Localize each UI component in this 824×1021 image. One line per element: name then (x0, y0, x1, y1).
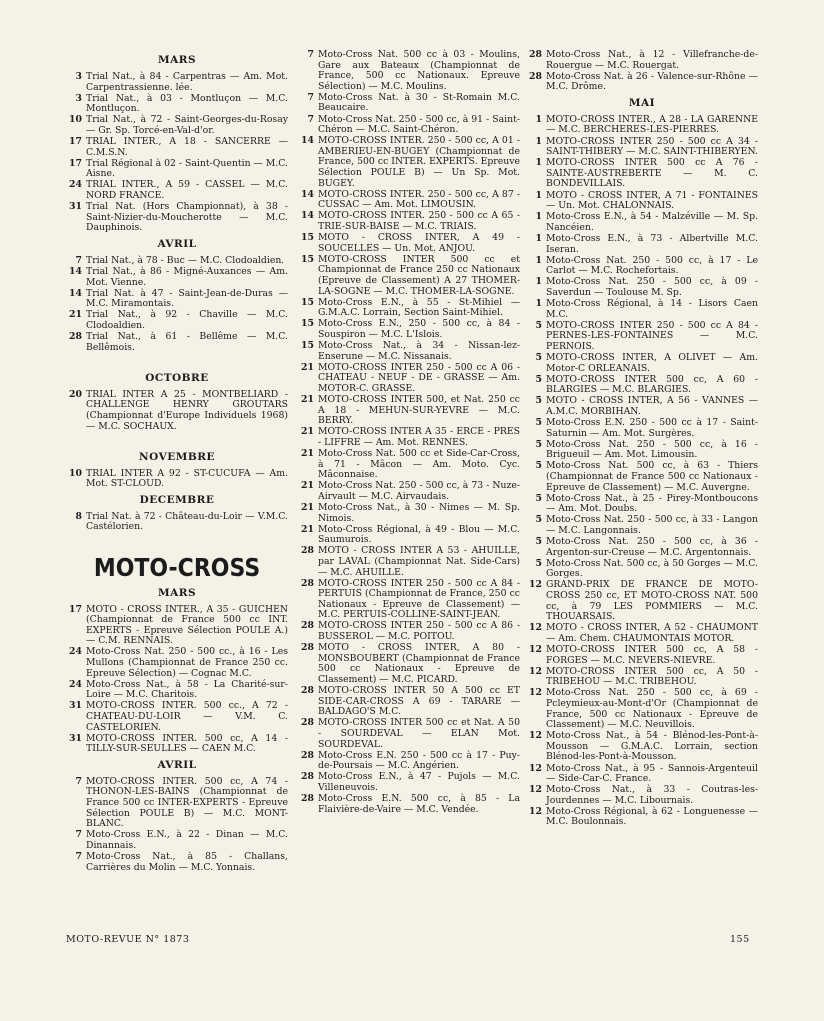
event-day: 21 (69, 309, 82, 321)
event-day: 28 (301, 577, 314, 589)
event-entry (526, 115, 758, 136)
event-entry (526, 396, 758, 417)
event-text: MOTO - CROSS INTER, A 49 - SOUCELLES — Un. Mot. ANJOU. (318, 232, 520, 254)
month-heading: MAI (628, 96, 656, 109)
event-day: 12 (529, 687, 542, 699)
event-entry (298, 190, 520, 211)
event-day: 31 (69, 732, 82, 744)
column-1 (66, 50, 288, 874)
event-entry (66, 289, 288, 310)
event-day: 7 (307, 91, 314, 103)
event-text: TRIAL INTER., A 59 - CASSEL — M.C. NORD FRANCE. (86, 179, 288, 202)
event-day: 28 (301, 717, 314, 729)
event-entry (66, 680, 288, 701)
event-day: 24 (69, 179, 82, 191)
month-heading: MARS (157, 586, 197, 599)
event-day: 14 (301, 188, 314, 200)
event-entry (298, 718, 520, 750)
event-entry (66, 115, 288, 136)
event-entry (298, 579, 520, 621)
event-text: TRIAL INTER A 92 - ST-CUCUFA — Am. Mot. ST-CLOUD. (86, 467, 288, 490)
event-day: 28 (301, 792, 314, 804)
event-day: 12 (529, 784, 542, 796)
event-entry (526, 440, 758, 461)
event-entry (526, 137, 758, 158)
event-text: MOTO-CROSS INTER. 500 cc, A 74 - THONON-LES-BAINS (Championnat de France 500 cc INTER-EXPERTS - Epreuve Sélection POULE B) — M.C. MONT-BLANC. (86, 775, 288, 830)
event-entry (526, 580, 758, 622)
event-day: 1 (535, 211, 542, 223)
event-text: Trial Nat. à 72 - Château-du-Loir — V.M.C. Castélorien. (86, 510, 288, 533)
event-text: Moto-Cross Nat. 250 - 500 cc, à 69 - Pcleymieux-au-Mont-d'Or (Championnat de France, 500 cc Nationaux - Epreuve de Classement) — M.C. Neuvillois. (546, 687, 758, 731)
event-text: MOTO-CROSS INTER. 250 - 500 cc, A 87 - CUSSAC — Am. Mot. LIMOUSIN. (318, 188, 520, 211)
event-day: 1 (535, 276, 542, 288)
event-entry (526, 418, 758, 439)
event-entry (298, 93, 520, 114)
event-day: 14 (69, 287, 82, 299)
event-text: MOTO-CROSS INTER 500 cc, A 60 - BLARGIES — M.C. BLARGIES. (546, 373, 758, 396)
event-entry (526, 731, 758, 763)
event-text: Moto-Cross E.N., à 73 - Albertville M.C. Iseran. (546, 232, 758, 255)
event-entry (66, 701, 288, 733)
event-day: 15 (301, 340, 314, 352)
event-day: 14 (69, 266, 82, 277)
event-day: 12 (529, 579, 542, 591)
event-day: 1 (535, 232, 542, 244)
event-entry (526, 785, 758, 806)
event-text: Trial Nat., à 84 - Carpentras — Am. Mot. Carpentrassienne. lée. (86, 71, 288, 93)
event-entry (526, 537, 758, 558)
event-entry (526, 72, 758, 93)
event-entry (66, 159, 288, 180)
event-day: 31 (69, 201, 82, 213)
event-entry (526, 256, 758, 277)
event-day: 1 (535, 254, 542, 266)
event-day: 21 (301, 480, 314, 492)
event-day: 17 (69, 603, 82, 615)
event-day: 1 (535, 189, 542, 201)
event-text: MOTO-CROSS INTER. 500 cc., A 72 - CHATEAU-DU-LOIR — V.M. C. CASTELORIEN. (86, 700, 288, 733)
event-text: Moto-Cross Nat. 250 - 500 cc, à 73 - Nuze-Airvault — M.C. Airvaudais. (318, 480, 520, 502)
month-heading: DECEMBRE (139, 493, 215, 506)
event-day: 12 (529, 665, 542, 677)
event-entry (298, 136, 520, 189)
event-text: TRIAL INTER A 25 - MONTBELIARD - CHALLENGE HENRY GROUTARS (Championnat d'Europe Individuels 1968) — M.C. SOCHAUX. (86, 388, 288, 432)
event-entry (526, 494, 758, 515)
event-text: Trial Nat., à 86 - Migné-Auxances — Am. Mot. Vienne. (86, 266, 288, 288)
event-text: Trial Nat., à 92 - Chaville — M.C. Clodoaldien. (86, 309, 288, 331)
event-text: MOTO - CROSS INTER., A 35 - GUICHEN (Championnat de France 500 cc INT. EXPERTS - Epreuve Sélection POULE A.) — C.M. RENNAIS. (86, 603, 288, 647)
event-text: Moto-Cross Nat. à 26 - Valence-sur-Rhône — M.C. Drôme. (546, 70, 758, 93)
event-day: 15 (301, 253, 314, 265)
event-entry (526, 299, 758, 320)
event-entry (66, 777, 288, 830)
event-day: 21 (301, 394, 314, 405)
event-entry (298, 233, 520, 254)
event-entry (66, 267, 288, 288)
event-entry (526, 645, 758, 666)
event-entry (526, 158, 758, 190)
event-day: 15 (301, 318, 314, 330)
event-day: 1 (535, 297, 542, 309)
event-day: 24 (69, 678, 82, 690)
event-entry (298, 319, 520, 340)
event-text: Trial Nat. (Hors Championnat), à 38 - Saint-Nizier-du-Moucherotte — M.C. Dauphinois. (86, 201, 288, 234)
event-text: MOTO-CROSS INTER A 35 - ERCE - PRES - LIFFRE — Am. Mot. RENNES. (318, 426, 520, 448)
event-day: 1 (535, 113, 542, 125)
event-entry (526, 191, 758, 212)
event-text: Moto-Cross Nat. 250 - 500 cc, à 17 - Le Carlot — M.C. Rochefortais. (546, 254, 758, 277)
event-day: 21 (301, 523, 314, 535)
event-entry (66, 830, 288, 851)
event-entry (298, 255, 520, 297)
event-text: Trial Régional à 02 - Saint-Quentin — M.C. Aisne. (86, 157, 288, 180)
event-text: MOTO-CROSS INTER 500 cc A 76 - SAINTE-AUSTREBERTE — M. C. BONDEVILLAIS. (546, 157, 758, 190)
event-entry (66, 94, 288, 115)
event-text: Moto-Cross E.N. 250 - 500 cc à 17 - Puy-de-Poursais — M.C. Angérien. (318, 749, 520, 772)
event-day: 8 (75, 510, 82, 522)
event-day: 1 (535, 157, 542, 169)
event-entry (298, 481, 520, 502)
event-day: 15 (301, 232, 314, 244)
event-text: Moto-Cross Nat., à 30 - Nimes — M. Sp. Nimois. (318, 501, 520, 524)
event-text: Moto-Cross Nat. 500 cc, à 50 Gorges — M.C. Gorges. (546, 557, 758, 580)
event-text: Moto-Cross Nat. 250 - 500 cc., à 16 - Les Mullons (Championnat de France 250 cc. Epreuve Sélection) — Cognac M.C. (86, 646, 288, 679)
event-text: Moto-Cross Nat., à 34 - Nissan-lez-Enserune — M.C. Nissanais. (318, 340, 520, 362)
event-entry (526, 375, 758, 396)
event-day: 5 (535, 536, 542, 548)
event-entry (526, 234, 758, 255)
event-text: Trial Nat. à 47 - Saint-Jean-de-Duras — M.C. Miramontais. (86, 287, 288, 310)
event-day: 21 (301, 447, 314, 459)
event-text: Moto-Cross Nat. 250 - 500 cc, à 09 - Saverdun — Toulouse M. Sp. (546, 276, 758, 298)
event-text: Moto-Cross Régional, à 49 - Blou — M.C. Saumurois. (318, 523, 520, 546)
event-day: 7 (75, 850, 82, 862)
event-entry (66, 72, 288, 93)
event-day: 10 (69, 467, 82, 479)
event-text: Moto-Cross Nat. 500 cc et Side-Car-Cross, à 71 - Mâcon — Am. Moto. Cyc. Mâconnaise. (318, 447, 520, 481)
event-text: MOTO-CROSS INTER 500, et Nat. 250 cc A 18 - MEHUN-SUR-YEVRE — M.C. BERRY. (318, 394, 520, 427)
event-entry (298, 298, 520, 319)
event-entry (526, 212, 758, 233)
event-text: Moto-Cross Régional, à 14 - Lisors Caen M.C. (546, 297, 758, 320)
event-text: Trial Nat., à 78 - Buc — M.C. Clodoaldien. (86, 254, 285, 266)
event-text: Moto-Cross Nat. 250 - 500 cc, à 16 - Brigueuil — Am. Mot. Limousin. (546, 438, 758, 461)
event-text: Moto-Cross Nat., à 12 - Villefranche-de-Rouergue — M.C. Rouergat. (546, 49, 758, 71)
event-entry (526, 461, 758, 493)
event-text: Moto-Cross Nat., à 33 - Coutras-les-Jourdennes — M.C. Libournais. (546, 784, 758, 806)
event-entry (526, 623, 758, 644)
event-entry (66, 647, 288, 679)
footer-magazine-issue: MOTO-REVUE N° 1873 (66, 934, 190, 945)
event-day: 7 (75, 254, 82, 266)
month-heading: MARS (157, 54, 197, 66)
event-entry (66, 734, 288, 755)
event-entry (526, 559, 758, 580)
month-heading: NOVEMBRE (139, 450, 215, 463)
event-day: 5 (535, 417, 542, 428)
event-text: MOTO-CROSS INTER., A 28 - LA GARENNE — M.C. BERCHERES-LES-PIERRES. (546, 113, 758, 136)
spacer (66, 433, 288, 447)
event-day: 5 (535, 319, 542, 331)
event-day: 28 (301, 749, 314, 761)
event-entry (526, 764, 758, 785)
event-text: MOTO-CROSS INTER. 250 - 500 cc, A 01 - AMBERIEU-EN-BUGEY (Championnat de France, 500 cc INTER. EXPERTS. Epreuve Sélection POULE B) — Un Sp. Mot. BUGEY. (318, 135, 520, 189)
event-text: Moto-Cross Nat. à 30 - St-Romain M.C. Beaucaire. (318, 91, 520, 114)
event-entry (298, 794, 520, 815)
event-entry (526, 515, 758, 536)
event-entry (66, 256, 288, 267)
event-day: 14 (301, 135, 314, 147)
event-day: 5 (535, 351, 542, 363)
event-text: GRAND-PRIX DE FRANCE DE MOTO-CROSS 250 cc, ET MOTO-CROSS NAT. 500 cc, à 79 LES POMMIERS — M.C. THOUARSAIS. (546, 579, 758, 623)
spacer (66, 534, 288, 548)
event-text: Moto-Cross Nat. 250 - 500 cc, à 36 - Argenton-sur-Creuse — M.C. Argentonnais. (546, 536, 758, 558)
event-day: 5 (535, 514, 542, 526)
event-entry (526, 807, 758, 828)
event-entry (298, 546, 520, 578)
event-day: 31 (69, 700, 82, 712)
event-entry (298, 751, 520, 772)
event-text: MOTO-CROSS INTER. 250 - 500 cc A 65 - TRIE-SUR-BAISE — M.C. TRIAIS. (318, 210, 520, 232)
event-entry (66, 180, 288, 201)
event-entry (66, 390, 288, 432)
event-text: TRIAL INTER., A 18 - SANCERRE — C.M.S.N. (86, 136, 288, 158)
event-text: MOTO-CROSS INTER 250 - 500 cc A 86 - BUSSEROL — M.C. POITOU. (318, 620, 520, 643)
event-entry (298, 211, 520, 232)
event-day: 28 (529, 70, 542, 82)
event-entry (66, 852, 288, 873)
event-day: 5 (535, 395, 542, 407)
event-entry (298, 427, 520, 448)
event-day: 28 (69, 331, 82, 343)
event-entry (298, 643, 520, 685)
event-day: 24 (69, 646, 82, 658)
event-text: Trial Nat., à 72 - Saint-Georges-du-Rosay — Gr. Sp. Torcé-en-Val-d'or. (86, 114, 288, 136)
event-text: Moto-Cross E.N., à 54 - Malzéville — M. Sp. Nancéien. (546, 211, 758, 233)
event-text: Moto-Cross Nat., à 54 - Blénod-les-Pont-à-Mousson — G.M.A.C. Lorrain, section Blénod-les-Pont-à-Mousson. (546, 730, 758, 763)
event-day: 28 (301, 620, 314, 632)
event-text: MOTO-CROSS INTER. 500 cc, A 14 - TILLY-SUR-SEULLES — CAEN M.C. (86, 732, 288, 755)
event-text: Moto-Cross E.N., 250 - 500 cc, à 84 - Souspiron — M.C. L'Islois. (318, 318, 520, 340)
event-day: 5 (535, 373, 542, 385)
event-day: 12 (529, 805, 542, 817)
event-entry (298, 686, 520, 718)
event-text: MOTO - CROSS INTER, A 52 - CHAUMONT — Am. Chem. CHAUMONTAIS MOTOR. (546, 622, 758, 644)
event-entry (526, 688, 758, 730)
event-entry (66, 605, 288, 647)
event-day: 7 (307, 113, 314, 125)
event-text: MOTO - CROSS INTER A 53 - AHUILLE, par LAVAL (Championnat Nat. Side-Cars) — M.C. AHUILLE. (318, 545, 520, 578)
event-text: MOTO-CROSS INTER 250 - 500 cc A 84 - PERTUIS (Championnat de France, 250 cc Nationaux - Epreuve de Classement) — M.C. PERTUIS-COLLINE-SAINT-JEAN. (318, 577, 520, 621)
event-day: 20 (69, 388, 82, 400)
event-text: Moto-Cross E.N., à 55 - St-Mihiel — G.M.A.C. Lorrain, Section Saint-Mihiel. (318, 296, 520, 319)
event-entry (298, 772, 520, 793)
event-day: 3 (75, 71, 82, 82)
section-title: MOTO-CROSS (93, 553, 261, 583)
event-text: Moto-Cross Nat. 500 cc à 03 - Moulins, Gare aux Bateaux (Championnat de France, 500 cc Nationaux. Epreuve Sélection) — M.C. Moulins. (318, 49, 520, 92)
event-text: MOTO-CROSS INTER 500 cc, A 50 - TRIBEHOU — M.C. TRIBEHOU. (546, 665, 758, 688)
event-day: 28 (301, 642, 314, 654)
event-text: Moto-Cross Nat., à 58 - La Charité-sur-Loire — M.C. Charitois. (86, 678, 288, 701)
event-text: MOTO-CROSS INTER 500 cc et Nat. A 50 - SOURDEVAL — ELAN Mot. SOURDEVAL. (318, 717, 520, 750)
event-text: Trial Nat., à 03 - Montluçon — M.C. Montluçon. (86, 92, 288, 115)
event-text: MOTO-CROSS INTER, A OLIVET — Am. Motor-C ORLEANAIS. (546, 351, 758, 374)
event-entry (526, 353, 758, 374)
month-heading: AVRIL (157, 237, 197, 250)
event-day: 28 (529, 49, 542, 60)
event-text: Moto-Cross E.N. 250 - 500 cc à 17 - Saint-Saturnin — Am. Mot. Surgères. (546, 417, 758, 439)
event-entry (66, 469, 288, 490)
event-text: MOTO-CROSS INTER 500 cc et Championnat de France 250 cc Nationaux (Epreuve de Classement) A 27 THOMER-LA-SOGNE — M.C. THOMER-LA-SOGNE. (318, 253, 520, 297)
event-text: Moto-Cross Nat., à 95 - Sannois-Argenteuil — Side-Car-C. France. (546, 762, 758, 785)
event-day: 7 (75, 829, 82, 841)
event-day: 10 (69, 114, 82, 126)
event-text: Moto-Cross Régional, à 62 - Longuenesse — M.C. Boulonnais. (546, 805, 758, 828)
event-entry (298, 341, 520, 362)
event-text: Moto-Cross E.N., à 47 - Pujols — M.C. Villeneuvois. (318, 771, 520, 793)
event-entry (526, 50, 758, 71)
event-day: 3 (75, 92, 82, 104)
event-entry (526, 321, 758, 353)
event-day: 5 (535, 438, 542, 450)
event-day: 5 (535, 460, 542, 472)
event-text: MOTO - CROSS INTER, A 71 - FONTAINES — Un. Mot. CHALONNAIS. (546, 189, 758, 212)
event-day: 12 (529, 622, 542, 634)
event-text: Moto-Cross Nat., à 25 - Pirey-Montboucons — Am. Mot. Doubs. (546, 492, 758, 515)
event-day: 5 (535, 557, 542, 569)
event-text: MOTO-CROSS INTER 250 - 500 cc A 06 - CHATEAU - NEUF - DE - GRASSE — Am. MOTOR-C. GRASSE. (318, 361, 520, 394)
event-day: 5 (535, 492, 542, 504)
event-text: Trial Nat., à 61 - Bellême — M.C. Bellêmois. (86, 331, 288, 353)
event-text: MOTO-CROSS INTER 250 - 500 cc A 34 - SAINT-THIBERY — M.C. SAINT-THIBERYEN. (546, 135, 758, 158)
event-day: 17 (69, 136, 82, 148)
event-entry (298, 50, 520, 92)
event-entry (298, 621, 520, 642)
event-day: 15 (301, 296, 314, 308)
event-text: Moto-Cross Nat. 250 - 500 cc, à 91 - Saint-Chéron — M.C. Saint-Chéron. (318, 113, 520, 136)
event-day: 12 (529, 762, 542, 774)
event-day: 7 (307, 49, 314, 60)
event-day: 14 (301, 210, 314, 222)
event-entry (526, 277, 758, 298)
event-day: 21 (301, 501, 314, 513)
event-text: Moto-Cross Nat. 500 cc, à 63 - Thiers (Championnat de France 500 cc Nationaux - Epreuve de Classement) — M.C. Auvergne. (546, 460, 758, 493)
month-heading: OCTOBRE (145, 371, 209, 384)
spacer (66, 354, 288, 368)
event-entry (298, 503, 520, 524)
event-text: Moto-Cross E.N. 500 cc, à 85 - La Flaivière-de-Vaire — M.C. Vendée. (318, 792, 520, 815)
event-entry (298, 449, 520, 481)
event-entry (66, 512, 288, 533)
event-day: 12 (529, 643, 542, 655)
event-entry (66, 332, 288, 353)
event-entry (298, 363, 520, 395)
event-text: Moto-Cross Nat., à 85 - Challans, Carrières du Molin — M.C. Yonnais. (86, 850, 288, 873)
event-text: MOTO - CROSS INTER, A 56 - VANNES — A.M.C. MORBIHAN. (546, 395, 758, 417)
event-text: MOTO-CROSS INTER 250 - 500 cc A 84 - PERNES-LES-FONTAINES — M.C. PERNOIS. (546, 319, 758, 352)
event-day: 1 (535, 135, 542, 147)
month-heading: AVRIL (157, 758, 197, 771)
event-entry (298, 115, 520, 136)
footer-page-number: 155 (730, 934, 750, 945)
event-text: MOTO-CROSS INTER 500 cc, A 58 - FORGES — M.C. NEVERS-NIEVRE. (546, 643, 758, 666)
event-day: 28 (301, 685, 314, 697)
event-day: 17 (69, 157, 82, 169)
event-entry (66, 310, 288, 331)
column-3 (526, 50, 758, 829)
event-day: 12 (529, 730, 542, 742)
event-day: 28 (301, 545, 314, 557)
event-day: 21 (301, 361, 314, 373)
event-entry (298, 395, 520, 427)
event-day: 21 (301, 426, 314, 438)
event-text: MOTO - CROSS INTER, A 80 - MONSBOUBERT (Championnat de France 500 cc Nationaux - Epreuve de Classement) — M.C. PICARD. (318, 642, 520, 685)
event-entry (298, 525, 520, 546)
event-text: Moto-Cross Nat. 250 - 500 cc, à 33 - Langon — M.C. Langonnais. (546, 514, 758, 536)
event-entry (526, 667, 758, 688)
column-2 (298, 50, 520, 816)
event-day: 7 (75, 775, 82, 787)
event-text: Moto-Cross E.N., à 22 - Dinan — M.C. Dinannais. (86, 829, 288, 851)
event-entry (66, 202, 288, 234)
event-entry (66, 137, 288, 158)
event-day: 28 (301, 771, 314, 783)
event-text: MOTO-CROSS INTER 50 A 500 cc ET SIDE-CAR-CROSS A 69 - TARARE — BALDAGO'S M.C. (318, 685, 520, 718)
